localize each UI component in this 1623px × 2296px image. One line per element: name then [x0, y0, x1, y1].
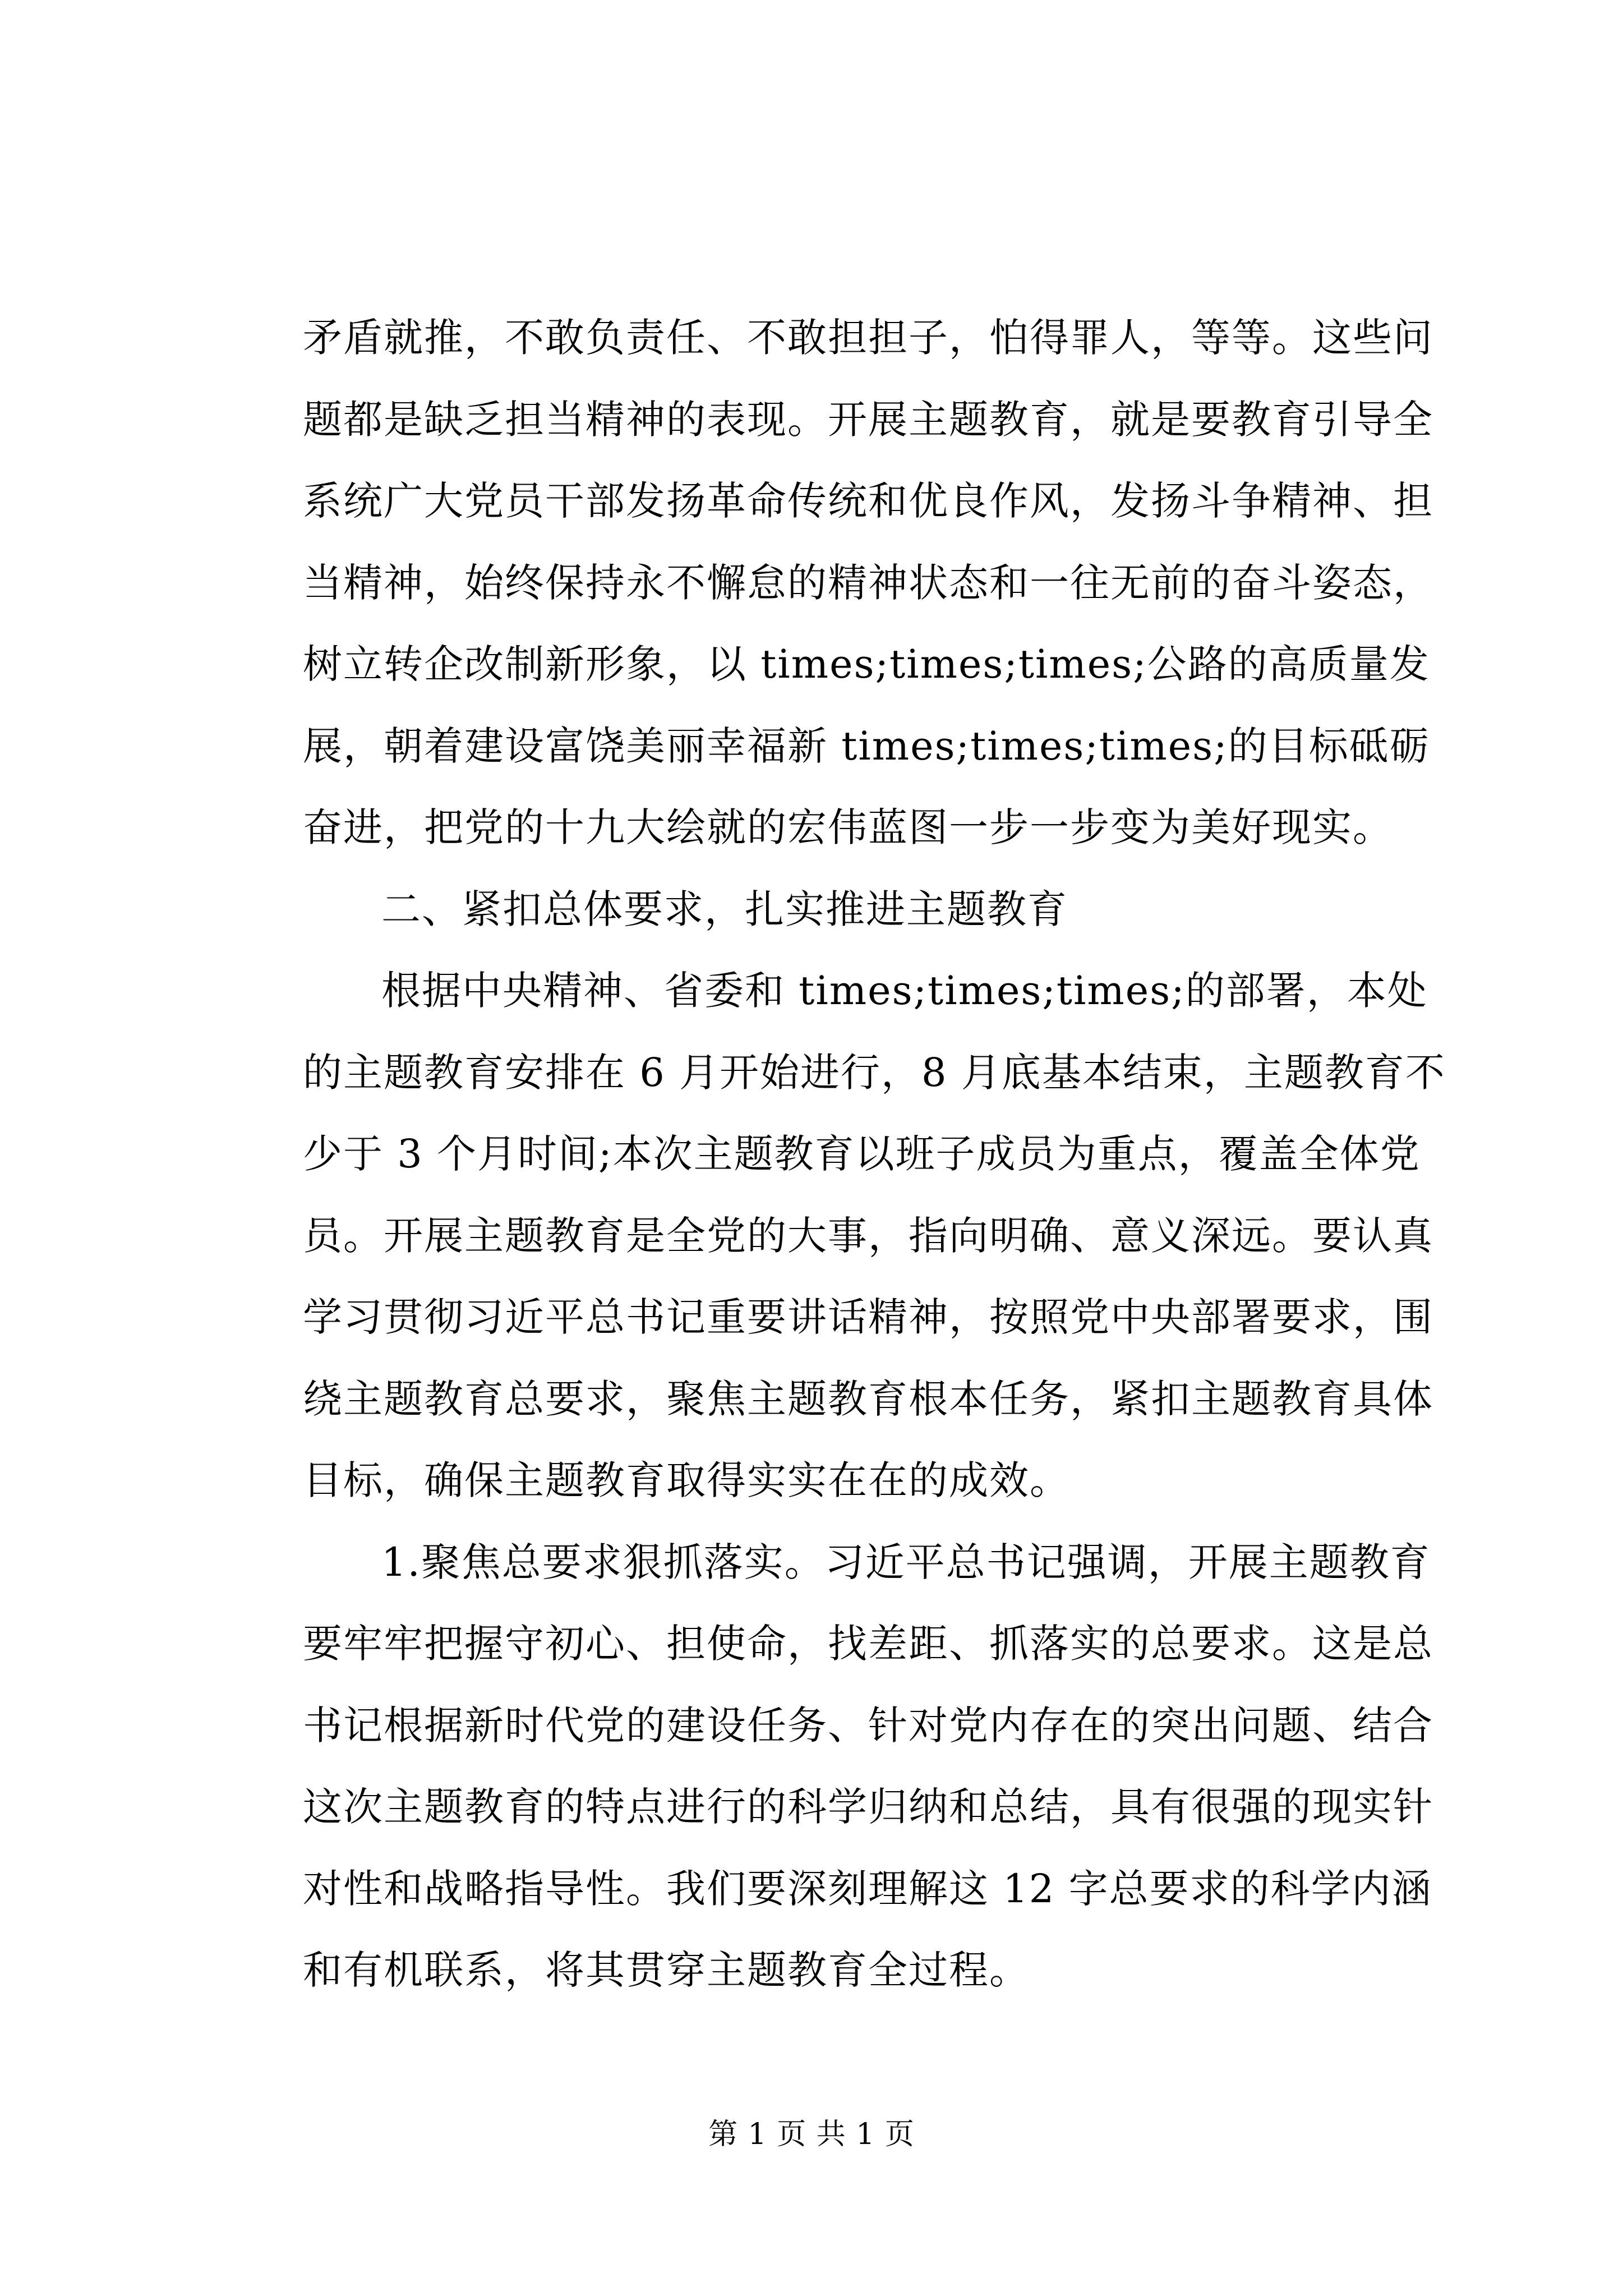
text-line: 当精神，始终保持永不懈怠的精神状态和一往无前的奋斗姿态， [303, 559, 1433, 606]
text-line: 矛盾就推，不敢负责任、不敢担担子，怕得罪人，等等。这些问 [303, 315, 1433, 361]
text-line: 和有机联系，将其贯穿主题教育全过程。 [303, 1947, 1030, 1993]
text-line: 要牢牢把握守初心、担使命，找差距、抓落实的总要求。这是总 [303, 1621, 1433, 1667]
page-footer [0, 2115, 1623, 2154]
text-line: 少于 3 个月时间;本次主题教育以班子成员为重点，覆盖全体党 [303, 1131, 1421, 1177]
section-heading: 二、紧扣总体要求，扎实推进主题教育 [381, 886, 1068, 932]
text-line: 题都是缺乏担当精神的表现。开展主题教育，就是要教育引导全 [303, 396, 1433, 443]
text-line: 员。开展主题教育是全党的大事，指向明确、意义深远。要认真 [303, 1212, 1433, 1259]
text-line: 树立转企改制新形象，以 times;times;times;公路的高质量发 [303, 641, 1430, 687]
text-line: 1.聚焦总要求狠抓落实。习近平总书记强调，开展主题教育 [381, 1539, 1431, 1585]
text-line: 系统广大党员干部发扬革命传统和优良作风，发扬斗争精神、担 [303, 478, 1433, 524]
text-line: 书记根据新时代党的建设任务、针对党内存在的突出问题、结合 [303, 1702, 1433, 1749]
text-line: 学习贯彻习近平总书记重要讲话精神，按照党中央部署要求，围 [303, 1294, 1433, 1340]
text-line: 这次主题教育的特点进行的科学归纳和总结，具有很强的现实针 [303, 1784, 1433, 1830]
text-line: 的主题教育安排在 6 月开始进行，8 月底基本结束，主题教育不 [303, 1049, 1446, 1096]
page-number: 第 1 页 共 1 页 [708, 2118, 915, 2151]
text-line: 对性和战略指导性。我们要深刻理解这 12 字总要求的科学内涵 [303, 1865, 1432, 1912]
document-body [303, 297, 1446, 2012]
text-line: 目标，确保主题教育取得实实在在的成效。 [303, 1457, 1070, 1503]
text-line: 根据中央精神、省委和 times;times;times;的部署，本处 [381, 968, 1428, 1014]
text-line: 奋进，把党的十九大绘就的宏伟蓝图一步一步变为美好现实。 [303, 804, 1393, 850]
text-line: 绕主题教育总要求，聚焦主题教育根本任务，紧扣主题教育具体 [303, 1375, 1433, 1422]
text-line: 展，朝着建设富饶美丽幸福新 times;times;times;的目标砥砺 [303, 723, 1430, 769]
